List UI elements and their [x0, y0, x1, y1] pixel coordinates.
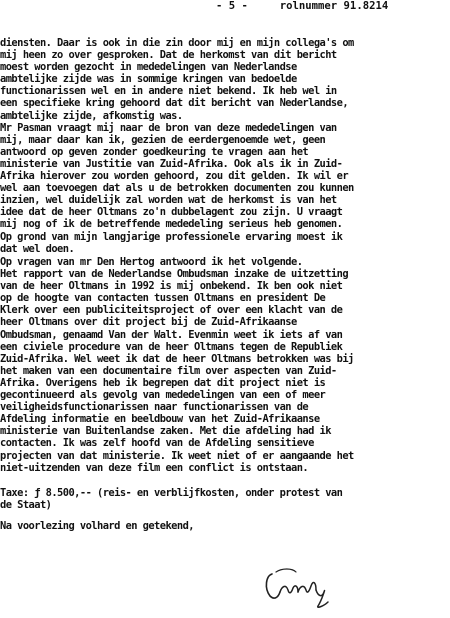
text-line: op de hoogte van contacten tussen Oltmans en president De [0, 292, 326, 305]
text-line: dat wel doen. [0, 242, 75, 255]
text-line: mij nog of ik de betreffende mededeling serieus heb genomen. [0, 218, 343, 231]
text-line: veiligheidsfunctionarissen naar functionarissen van de [0, 401, 309, 414]
text-line: Ombudsman, genaamd Van der Walt. Evenmin weet ik iets af van [0, 328, 343, 341]
text-line: van de heer Oltmans in 1992 is mij onbekend. Ik ben ook niet [0, 280, 343, 293]
text-line: Zuid-Afrika. Wel weet ik dat de heer Oltmans betrokken was bij [0, 352, 354, 365]
text-line: een civiele procedure van de heer Oltmans tegen de Republiek [0, 340, 343, 353]
text-line: het maken van een documentaire film over aspecten van Zuid- [0, 364, 337, 377]
closing-statement [0, 520, 450, 532]
text-line: heer Oltmans over dit project bij de Zuid-Afrikaanse [0, 316, 297, 329]
taxe-text-line: Taxe: ƒ 8.500,-- (reis- en verblijfkosten, onder protest van [0, 487, 343, 499]
text-line: Op vragen van mr Den Hertog antwoord ik het volgende. [0, 256, 303, 268]
text-line: een specifieke kring gehoord dat dit bericht van Nederlandse, [0, 97, 349, 110]
text-line: Het rapport van de Nederlandse Ombudsman inzake de uitzetting [0, 268, 349, 281]
text-line: contacten. Ik was zelf hoofd van de Afdeling sensitieve [0, 437, 314, 450]
text-line: ambtelijke zijde was in sommige kringen van bedoelde [0, 73, 297, 86]
text-line: idee dat de heer Oltmans zo'n dubbelagent zou zijn. U vraagt [0, 206, 343, 219]
page-header: - 5 - rolnummer 91.8214 [216, 0, 389, 12]
taxe-text-line: de Staat) [0, 499, 52, 512]
text-line: ministerie van Justitie van Zuid-Afrika. Ook als ik in Zuid- [0, 157, 343, 170]
text-line: ministerie van Buitenlandse zaken. Met die afdeling had ik [0, 425, 331, 438]
paragraph-testimony-2 [0, 256, 450, 474]
text-line: projecten van dat ministerie. Ik weet niet of er aangaande het [0, 449, 354, 462]
closing-text: Na voorlezing volhard en getekend, [0, 520, 194, 532]
text-line: moest worden gezocht in mededelingen van Nederlandse [0, 61, 297, 74]
text-line: ambtelijke zijde, afkomstig was. [0, 109, 183, 122]
text-line: Afrika. Overigens heb ik begrepen dat dit project niet is [0, 376, 326, 389]
text-line: wel aan toevoegen dat als u de betrokken documenten zou kunnen [0, 182, 354, 195]
text-line: mij, maar daar kan ik, gezien de eerdergenoemde wet, geen [0, 133, 326, 146]
paragraph-testimony-1 [0, 37, 450, 255]
handwritten-signature [262, 566, 342, 610]
text-line: inzien, wel duidelijk zal worden wat de herkomst is van het [0, 194, 337, 207]
text-line: diensten. Daar is ook in die zin door mij en mijn collega's om [0, 37, 354, 49]
text-line: Op grond van mijn langjarige professionele ervaring moest ik [0, 230, 343, 243]
text-line: mij heen zo over gesproken. Dat de herkomst van dit bericht [0, 49, 337, 62]
text-line: Mr Pasman vraagt mij naar de bron van deze mededelingen van [0, 121, 337, 134]
text-line: Afrika hierover zou worden gehoord, zou dit gelden. Ik wil er [0, 170, 349, 183]
taxe-line [0, 487, 450, 511]
text-line: functionarissen wel en in andere niet bekend. Ik heb wel in [0, 85, 337, 98]
text-line: gecontinueerd als gevolg van mededelingen van een of meer [0, 389, 326, 402]
text-line: niet-uitzenden van deze film een conflict is ontstaan. [0, 461, 309, 474]
text-line: antwoord op geven zonder goedkeuring te vragen aan het [0, 145, 309, 158]
text-line: Klerk over een publiciteitsproject of over een klacht van de [0, 304, 343, 317]
text-line: Afdeling informatie en beeldbouw van het Zuid-Afrikaanse [0, 413, 320, 426]
